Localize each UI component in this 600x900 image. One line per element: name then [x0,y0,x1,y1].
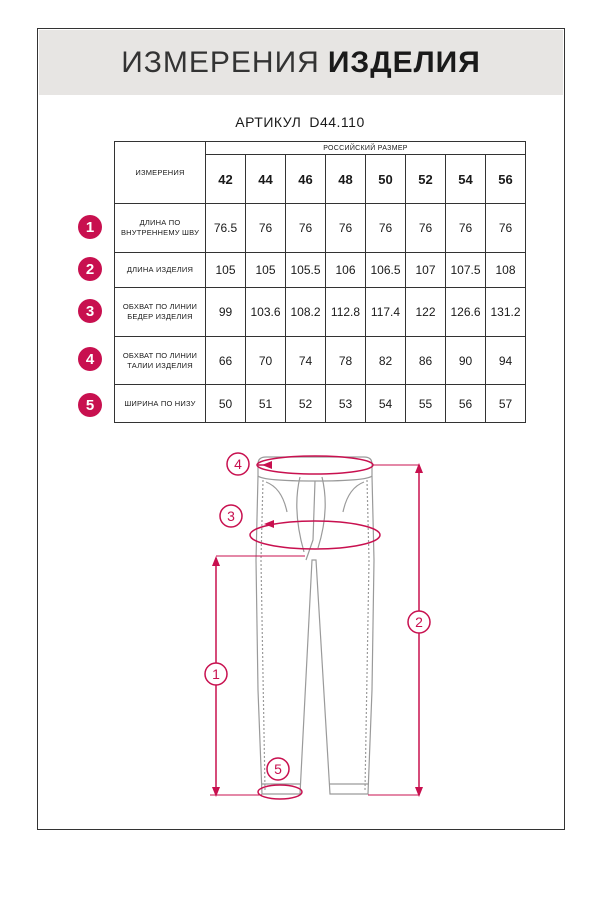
table-cell: 106 [326,253,366,288]
diagram-marker-4 [227,453,249,475]
table-cell: 76 [486,204,526,253]
row-number-badge: 5 [78,393,102,417]
size-group-header: РОССИЙСКИЙ РАЗМЕР [206,142,526,155]
row-number-badge: 1 [78,215,102,239]
table-cell: 51 [246,385,286,423]
row-label: ДЛИНА ИЗДЕЛИЯ [115,253,206,288]
table-cell: 105 [206,253,246,288]
row-number-badge: 4 [78,347,102,371]
row-label: ДЛИНА ПО ВНУТРЕННЕМУ ШВУ [115,204,206,253]
table-cell: 52 [286,385,326,423]
table-cell: 99 [206,288,246,337]
row-label: ОБХВАТ ПО ЛИНИИ ТАЛИИ ИЗДЕЛИЯ [115,337,206,385]
table-cell: 122 [406,288,446,337]
table-cell: 108.2 [286,288,326,337]
size-header: 52 [406,155,446,204]
table-cell: 76 [286,204,326,253]
table-cell: 56 [446,385,486,423]
diagram-marker-3 [220,505,242,527]
row-label: ОБХВАТ ПО ЛИНИИ БЕДЕР ИЗДЕЛИЯ [115,288,206,337]
row-number-badge: 3 [78,299,102,323]
pants-outline [256,457,374,794]
marker-label: 4 [234,456,242,472]
table-cell: 126.6 [446,288,486,337]
table-cell: 117.4 [366,288,406,337]
diagram-marker-5 [267,758,289,780]
measure-header: ИЗМЕРЕНИЯ [115,142,206,204]
table-cell: 53 [326,385,366,423]
table-cell: 76 [406,204,446,253]
table-cell: 76 [246,204,286,253]
size-header: 44 [246,155,286,204]
table-cell: 82 [366,337,406,385]
article-label: АРТИКУЛ [235,114,302,130]
table-cell: 86 [406,337,446,385]
row-number-badge: 2 [78,257,102,281]
article-code: D44.110 [309,114,365,130]
size-header: 50 [366,155,406,204]
size-header: 56 [486,155,526,204]
table-cell: 106.5 [366,253,406,288]
table-cell: 112.8 [326,288,366,337]
diagram-marker-2 [408,611,430,633]
table-cell: 50 [206,385,246,423]
table-cell: 74 [286,337,326,385]
table-cell: 131.2 [486,288,526,337]
table-cell: 57 [486,385,526,423]
table-cell: 105.5 [286,253,326,288]
table-cell: 105 [246,253,286,288]
table-cell: 103.6 [246,288,286,337]
table-cell: 54 [366,385,406,423]
title-light: ИЗМЕРЕНИЯ [121,45,320,79]
table-cell: 76 [326,204,366,253]
table-cell: 107 [406,253,446,288]
table-cell: 76 [446,204,486,253]
marker-label: 3 [227,508,235,524]
table-cell: 55 [406,385,446,423]
arrowheads [212,461,423,797]
row-label: ШИРИНА ПО НИЗУ [115,385,206,423]
table-cell: 76 [366,204,406,253]
size-header: 42 [206,155,246,204]
table-cell: 90 [446,337,486,385]
marker-label: 1 [212,666,220,682]
table-cell: 107.5 [446,253,486,288]
size-header: 54 [446,155,486,204]
size-header: 46 [286,155,326,204]
marker-label: 2 [415,614,423,630]
table-cell: 78 [326,337,366,385]
table-cell: 108 [486,253,526,288]
table-cell: 70 [246,337,286,385]
diagram-marker-1 [205,663,227,685]
table-cell: 94 [486,337,526,385]
size-header: 48 [326,155,366,204]
marker-label: 5 [274,761,282,777]
table-cell: 76.5 [206,204,246,253]
title-bold: ИЗДЕЛИЯ [327,45,481,79]
table-cell: 66 [206,337,246,385]
